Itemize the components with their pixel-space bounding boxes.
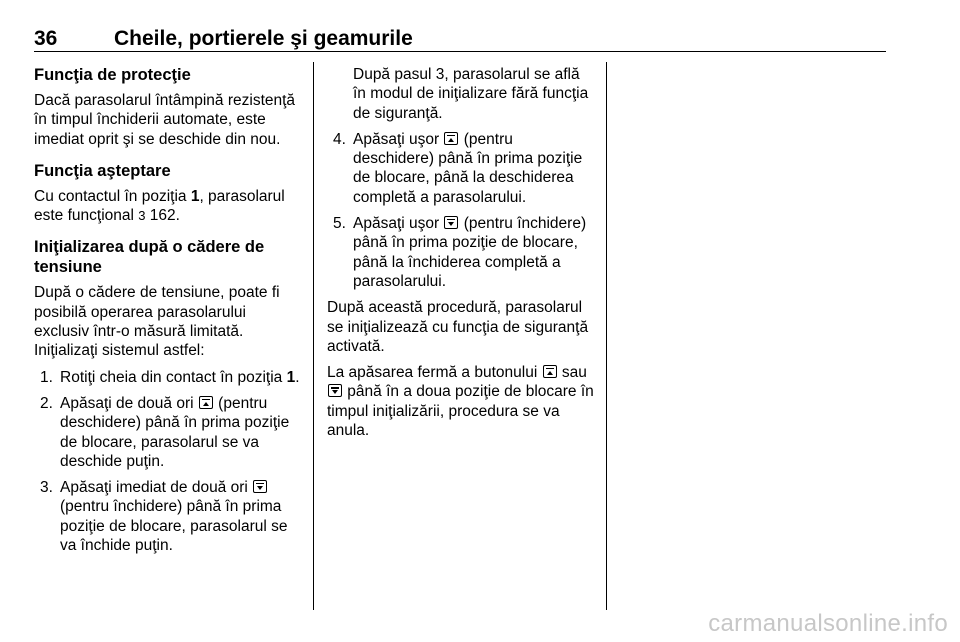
paragraph: După o cădere de tensiune, poate fi posibilă operarea parasolarului exclusiv într-o măsură limitată. <box>34 284 280 341</box>
list-item: 3. Apăsaţi imediat de două ori (pentru închidere) până în prima poziţie de blocare, parasolarul se va închide puţin. <box>40 479 288 555</box>
page-reference-icon: 3 <box>138 208 146 224</box>
list-item: 4. Apăsaţi uşor (pentru deschidere) până în prima poziţie de blocare, până la deschiderea completă a parasolarului. <box>333 130 583 206</box>
list-item: 1. Rotiţi cheia din contact în poziţia 1. <box>40 368 300 386</box>
list-item-continuation: După pasul 3, parasolarul se află în modul de iniţializare fără funcţia de siguranţă. <box>353 66 589 122</box>
sunshade-open-icon <box>444 132 458 145</box>
page-reference[interactable]: 162. <box>145 207 180 225</box>
section-heading: Iniţializarea după o cădere de tensiune <box>34 238 265 277</box>
paragraph: La apăsarea fermă a butonului sau până în a doua poziţie de blocare în timpul iniţializării, procedura se va anula. <box>327 364 594 440</box>
column-middle <box>327 65 595 447</box>
paragraph: Dacă parasolarul întâmpină rezistenţă în timpul închiderii automate, este imediat oprit şi se deschide din nou. <box>34 92 296 148</box>
list-item: 5. Apăsaţi uşor (pentru închidere) până în prima poziţie de blocare, până la închiderea completă a parasolarului. <box>333 215 587 290</box>
sunshade-close-icon <box>328 384 342 397</box>
steps-list <box>327 130 595 291</box>
list-item: 2. Apăsaţi de două ori (pentru deschidere) până în prima poziţie de blocare, parasolarul se va deschide puţin. <box>40 394 290 470</box>
sunshade-open-icon <box>199 396 213 409</box>
paragraph: Iniţializaţi sistemul astfel: <box>34 342 205 360</box>
watermark: carmanualsonline.info <box>708 610 948 637</box>
column-left <box>34 65 304 562</box>
page-header <box>34 27 886 52</box>
sunshade-close-icon <box>253 480 267 493</box>
chapter-title: Cheile, portierele şi geamurile <box>114 27 413 50</box>
section-heading: Funcţia de protecţie <box>34 66 191 84</box>
sunshade-open-icon <box>543 365 557 378</box>
column-divider <box>313 62 314 610</box>
section-heading: Funcţia aşteptare <box>34 161 171 180</box>
steps-list <box>34 368 304 556</box>
sunshade-close-icon <box>444 216 458 229</box>
paragraph: După această procedură, parasolarul se iniţializează cu funcţia de siguranţă activată. <box>327 299 589 355</box>
paragraph: Cu contactul în poziţia 1, parasolarul este funcţional 3 162. <box>34 187 285 225</box>
column-divider <box>606 62 607 610</box>
page-number: 36 <box>34 27 58 50</box>
